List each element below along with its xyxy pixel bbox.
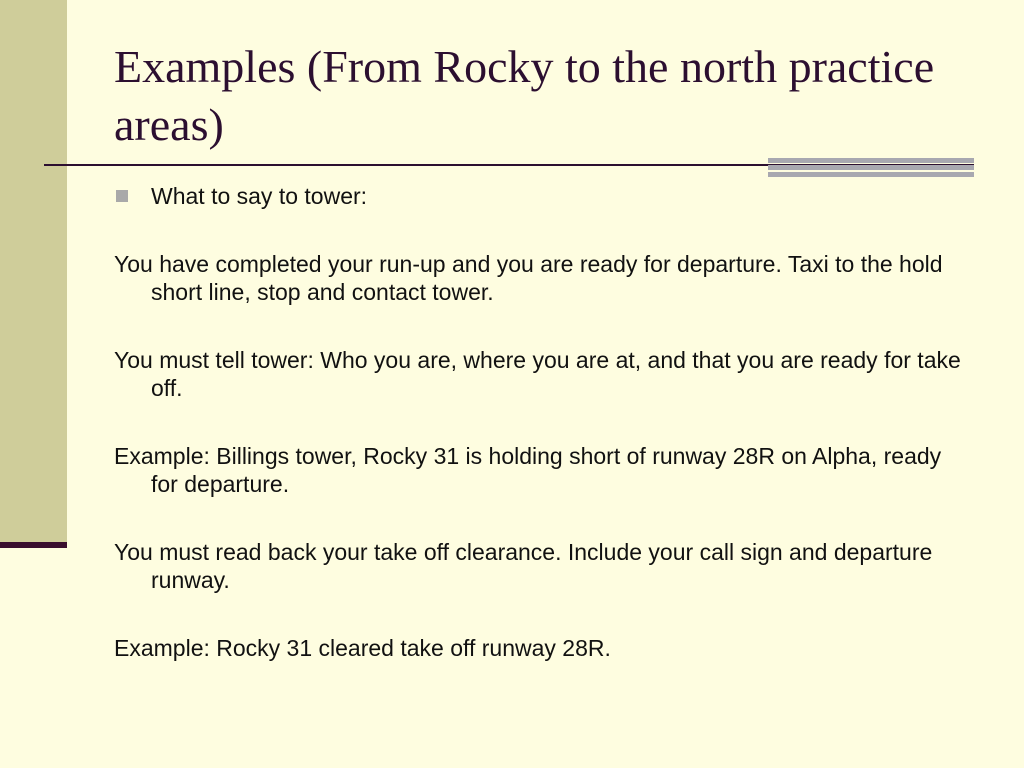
paragraph-example-holding: Example: Billings tower, Rocky 31 is holding short of runway 28R on Alpha, ready for departure. <box>114 443 942 497</box>
side-accent-bar <box>0 542 67 548</box>
paragraph-runup: You have completed your run-up and you are ready for departure. Taxi to the hold short line, stop and contact tower. <box>114 251 943 305</box>
paragraph-read-back: You must read back your take off clearance. Include your call sign and departure runway. <box>114 539 933 593</box>
bullet-item <box>114 182 974 210</box>
paragraph-example-cleared: Example: Rocky 31 cleared take off runway 28R. <box>114 635 611 661</box>
bullet-text: What to say to tower: <box>151 183 368 209</box>
title-divider-accent <box>768 158 974 178</box>
slide-title: Examples (From Rocky to the north practice areas) <box>114 41 935 150</box>
slide-body <box>114 182 974 702</box>
paragraph-tell-tower: You must tell tower: Who you are, where you are at, and that you are ready for take off. <box>114 347 961 401</box>
square-bullet-icon <box>116 190 128 202</box>
side-band <box>0 0 67 542</box>
